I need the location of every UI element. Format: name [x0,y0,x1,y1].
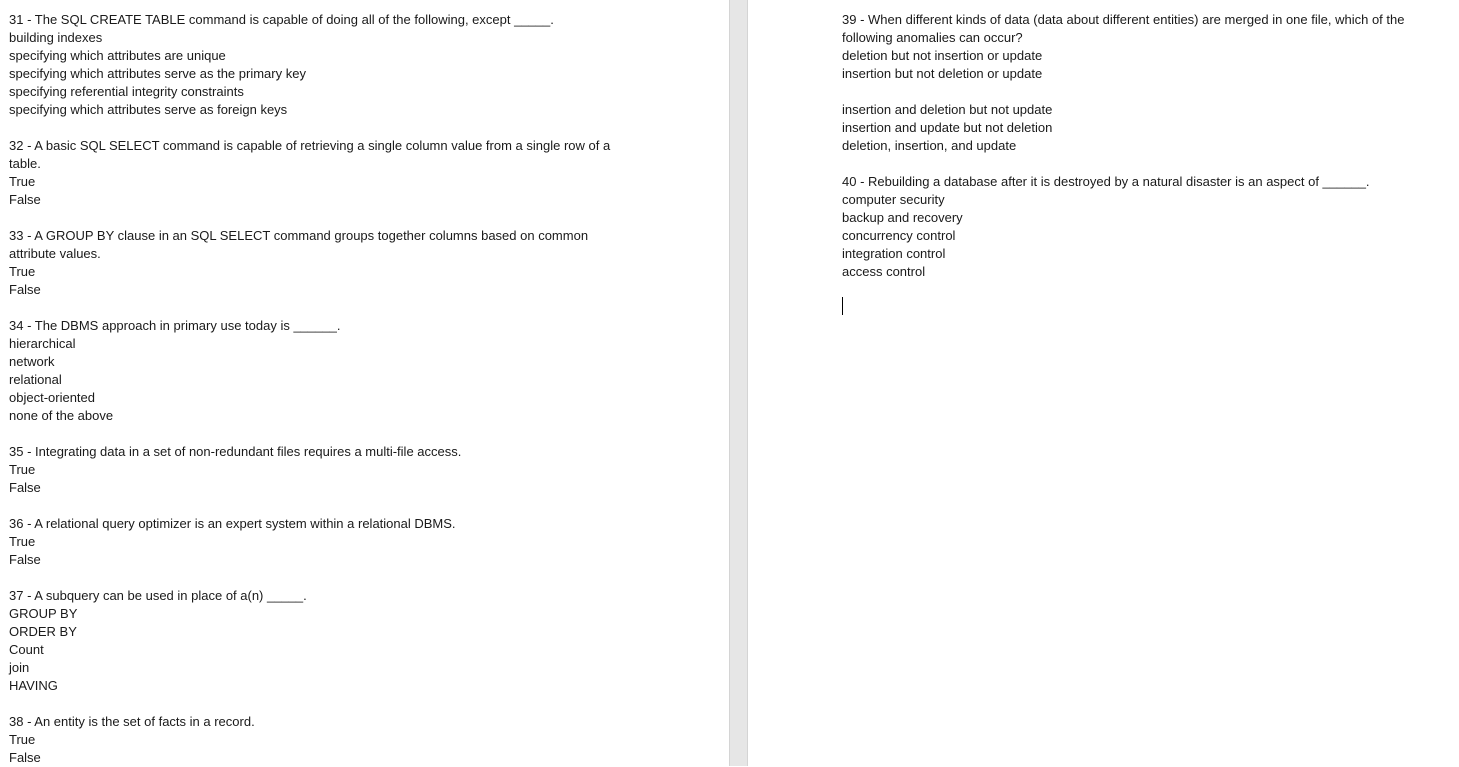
text-line: HAVING [9,678,58,693]
text-line: object-oriented [9,390,95,405]
text-line: specifying referential integrity constraints [9,84,244,99]
text-line: False [9,282,41,297]
question-text: 33 - A GROUP BY clause in an SQL SELECT command groups together columns based on common [9,228,589,243]
blank-line [9,695,649,713]
text-line: access control [842,264,926,279]
blank-line [9,119,649,137]
text-line: deletion but not insertion or update [842,48,1043,63]
question-text: 34 - The DBMS approach in primary use today is ______. [9,318,341,333]
text-line: integration control [842,246,946,261]
text-line: network [9,354,55,369]
text-line: False [9,192,41,207]
blank-line [9,497,649,515]
blank-line [9,425,649,443]
text-line: True [9,732,36,747]
page-gutter [729,0,748,766]
text-line: concurrency control [842,228,956,243]
question-text: 38 - An entity is the set of facts in a record. [9,714,255,729]
right-page-content[interactable] [842,11,1452,281]
question-text: 36 - A relational query optimizer is an expert system within a relational DBMS. [9,516,456,531]
text-line: hierarchical [9,336,76,351]
text-line: join [9,660,30,675]
text-line: deletion, insertion, and update [842,138,1017,153]
text-line: backup and recovery [842,210,963,225]
text-line: True [9,264,36,279]
text-line: specifying which attributes are unique [9,48,226,63]
text-line: relational [9,372,62,387]
blank-line [9,569,649,587]
question-text: 37 - A subquery can be used in place of a(n) _____. [9,588,307,603]
text-line: specifying which attributes serve as the primary key [9,66,306,81]
text-line: none of the above [9,408,114,423]
text-line: False [9,552,41,567]
text-line: False [9,480,41,495]
text-line: ORDER BY [9,624,77,639]
blank-line [9,209,649,227]
text-line: building indexes [9,30,103,45]
text-line: True [9,462,36,477]
text-cursor [842,297,843,315]
text-line: insertion and update but not deletion [842,120,1053,135]
text-line: following anomalies can occur? [842,30,1023,45]
question-text: 39 - When different kinds of data (data about different entities) are merged in one file, which of the [842,12,1405,27]
text-line: Count [9,642,44,657]
blank-line [9,299,649,317]
text-line: computer security [842,192,945,207]
text-line: insertion and deletion but not update [842,102,1053,117]
text-line: table. [9,156,41,171]
text-line: True [9,534,36,549]
question-text: 32 - A basic SQL SELECT command is capable of retrieving a single column value from a single row of a [9,138,611,153]
text-line: False [9,750,41,765]
text-line: GROUP BY [9,606,78,621]
text-line: attribute values. [9,246,101,261]
blank-line [842,155,1452,173]
blank-line [842,83,1452,101]
text-line: specifying which attributes serve as foreign keys [9,102,288,117]
question-text: 31 - The SQL CREATE TABLE command is capable of doing all of the following, except _____. [9,12,554,27]
text-line: True [9,174,36,189]
question-text: 40 - Rebuilding a database after it is destroyed by a natural disaster is an aspect of ______. [842,174,1370,189]
text-line: insertion but not deletion or update [842,66,1043,81]
left-page-content[interactable] [9,11,649,767]
question-text: 35 - Integrating data in a set of non-redundant files requires a multi-file access. [9,444,462,459]
